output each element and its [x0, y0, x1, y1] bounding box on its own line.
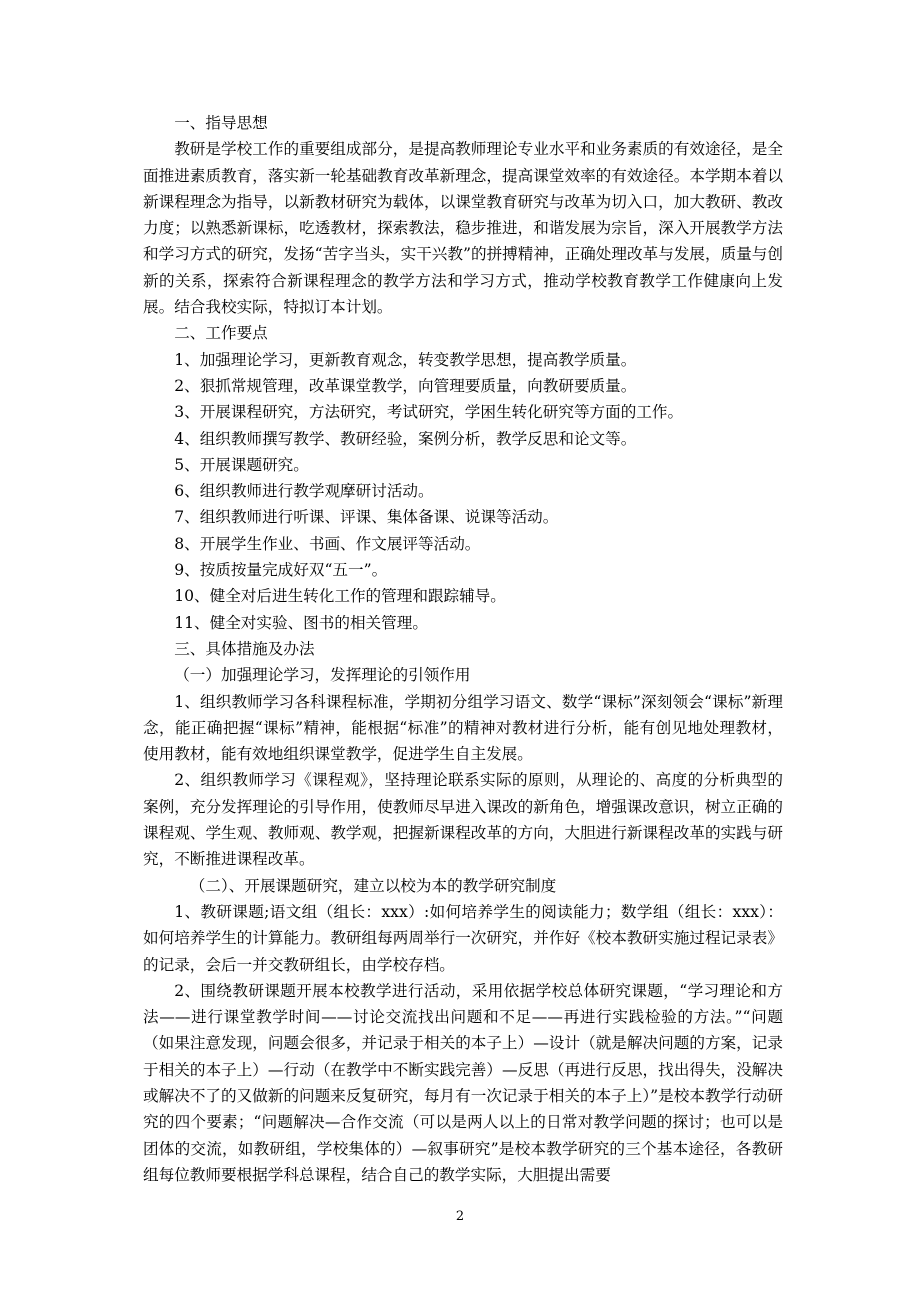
- document-body: [143, 110, 783, 1188]
- work-point-7: 7、组织教师进行听课、评课、集体备课、说课等活动。: [174, 508, 559, 527]
- work-point-8: 8、开展学生作业、书画、作文展评等活动。: [174, 534, 481, 553]
- heading-measures: 三、具体措施及办法: [174, 639, 315, 658]
- work-point-3: 3、开展课程研究，方法研究，考试研究，学困生转化研究等方面的工作。: [174, 403, 684, 422]
- work-point-11: 11、健全对实验、图书的相关管理。: [174, 613, 428, 632]
- page-number: 2: [455, 1209, 465, 1224]
- work-point-4: 4、组织教师撰写教学、教研经验，案例分析，教学反思和论文等。: [174, 429, 637, 448]
- paragraph-theory-study-1: 1、组织教师学习各科课程标准，学期初分组学习语文、数学“课标”深刻领会“课标”新理念，能正确把握“课标”精神，能根据“标准”的精神对教材进行分析，能有创见地处理教材，使用教材，能有效地组织课堂教学，促进学生自主发展。: [143, 692, 783, 764]
- paragraph-guiding-ideology: 教研是学校工作的重要组成部分，是提高教师理论专业水平和业务素质的有效途径，是全面推进素质教育，落实新一轮基础教育改革新理念，提高课堂效率的有效途径。本学期本着以新课程理念为指导，以新教材研究为载体，以课堂教育研究与改革为切入口，加大教研、教改力度；以熟悉新课标，吃透教材，探索教法，稳步推进，和谐发展为宗旨，深入开展教学方法和学习方式的研究，发扬“苦字当头，实干兴教”的拼搏精神，正确处理改革与发展，质量与创新的关系，探索符合新课程理念的教学方法和学习方式，推动学校教育教学工作健康向上发展。结合我校实际，特拟订本计划。: [143, 140, 783, 317]
- paragraph-topic-research-1: 1、教研课题;语文组（组长：xxx）:如何培养学生的阅读能力；数学组（组长：xxx）：如何培养学生的计算能力。教研组每两周举行一次研究，并作好《校本教研实施过程记录表》的记录，会后一并交教研组长，由学校存档。: [143, 902, 783, 974]
- paragraph-theory-study-2: 2、组织教师学习《课程观》，坚持理论联系实际的原则，从理论的、高度的分析典型的案例，充分发挥理论的引导作用，使教师尽早进入课改的新角色，增强课改意识，树立正确的课程观、学生观、教师观、教学观，把握新课程改革的方向，大胆进行新课程改革的实践与研究，不断推进课程改革。: [143, 771, 783, 869]
- work-point-10: 10、健全对后进生转化工作的管理和跟踪辅导。: [174, 587, 506, 606]
- subheading-theory-study: （一）加强理论学习，发挥理论的引领作用: [174, 666, 471, 685]
- work-point-9: 9、按质按量完成好双“五一”。: [174, 561, 388, 580]
- work-point-1: 1、加强理论学习，更新教育观念，转变教学思想，提高教学质量。: [174, 350, 637, 369]
- work-point-6: 6、组织教师进行教学观摩研讨活动。: [174, 482, 434, 501]
- heading-work-points: 二、工作要点: [174, 324, 268, 343]
- heading-guiding-ideology: 一、指导思想: [174, 114, 268, 132]
- paragraph-topic-research-2: 2、围绕教研课题开展本校教学进行活动，采用依据学校总体研究课题，“学习理论和方法——进行课堂教学时间——讨论交流找出问题和不足——再进行实践检验的方法。”“问题（如果注意发现，问题会很多，并记录于相关的本子上）—设计（就是解决问题的方案，记录于相关的本子上）—行动（在教学中不断实践完善）—反思（再进行反思，找出得失，没解决或解决不了的又做新的问题来反复研究，每月有一次记录于相关的本子上）”是校本教学行动研究的四个要素；“问题解决—合作交流（可以是两人以上的日常对教学问题的探讨；也可以是团体的交流，如教研组，学校集体的）—叙事研究”是校本教学研究的三个基本途径，各教研组每位教师要根据学科总课程，结合自己的教学实际，大胆提出需要: [143, 981, 783, 1184]
- work-point-5: 5、开展课题研究。: [174, 455, 309, 474]
- work-point-2: 2、狠抓常规管理，改革课堂教学，向管理要质量，向教研要质量。: [174, 376, 637, 395]
- subheading-topic-research: （二）、开展课题研究，建立以校为本的教学研究制度: [189, 876, 557, 895]
